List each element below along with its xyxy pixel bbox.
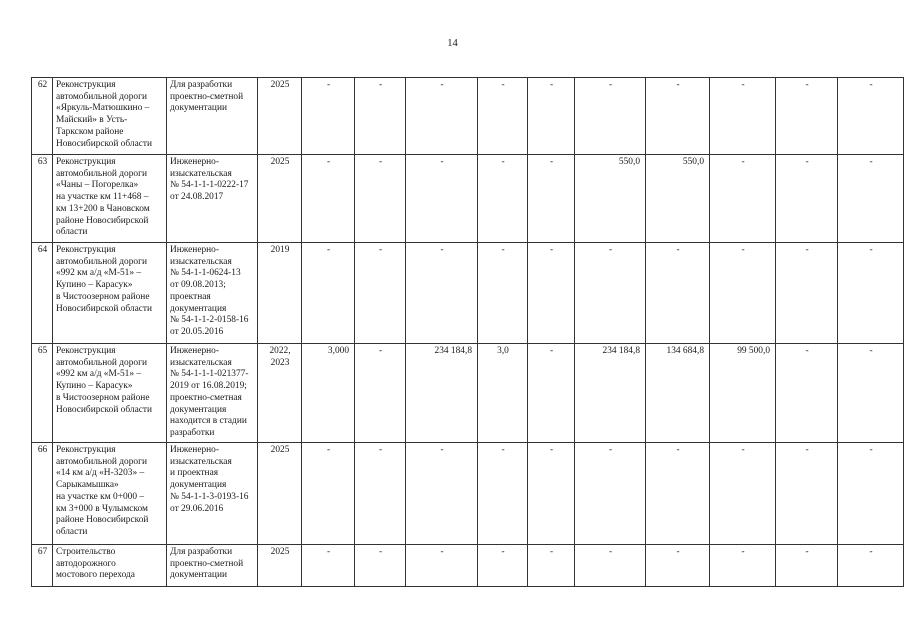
- value-cell: -: [575, 545, 646, 587]
- value-cell: -: [838, 155, 904, 243]
- value-cell: -: [355, 155, 406, 243]
- value-cell: -: [838, 344, 904, 443]
- value-cell: -: [710, 443, 776, 545]
- table-row: [32, 155, 904, 243]
- value-cell: 234 184,8: [575, 344, 646, 443]
- value-cell: 234 184,8: [406, 344, 478, 443]
- value-cell: -: [302, 443, 355, 545]
- value-cell: -: [355, 344, 406, 443]
- value-cell: -: [528, 545, 575, 587]
- value-cell: -: [646, 78, 710, 155]
- table-body: [32, 78, 904, 587]
- value-cell: 550,0: [646, 155, 710, 243]
- year-cell: 2025: [258, 155, 302, 243]
- row-number-cell: 63: [32, 155, 53, 243]
- value-cell: -: [478, 545, 528, 587]
- documentation-cell: Инженерно- изыскательская № 54-1-1-1-0222-17 от 24.08.2017: [167, 155, 258, 243]
- value-cell: -: [710, 155, 776, 243]
- documentation-cell: Инженерно- изыскательская № 54-1-1-0624-13 от 09.08.2013; проектная документация № 54-1-1-2-0158-16 от 20.05.2016: [167, 243, 258, 344]
- value-cell: -: [406, 545, 478, 587]
- value-cell: -: [838, 545, 904, 587]
- value-cell: -: [528, 155, 575, 243]
- value-cell: -: [575, 443, 646, 545]
- value-cell: -: [838, 78, 904, 155]
- object-name-cell: Реконструкция автомобильной дороги «14 км а/д «Н-3203» – Сарыкамышка» на участке км 0+000 – км 3+000 в Чулымском районе Новосибирской области: [53, 443, 167, 545]
- object-name-cell: Реконструкция автомобильной дороги «992 км а/д «М-51» – Купино – Карасук» в Чистоозерном районе Новосибирской области: [53, 243, 167, 344]
- value-cell: -: [528, 443, 575, 545]
- row-number-cell: 67: [32, 545, 53, 587]
- value-cell: -: [355, 78, 406, 155]
- value-cell: -: [406, 243, 478, 344]
- table-row: [32, 243, 904, 344]
- value-cell: -: [528, 243, 575, 344]
- value-cell: -: [355, 443, 406, 545]
- value-cell: -: [478, 243, 528, 344]
- value-cell: -: [838, 443, 904, 545]
- year-cell: 2025: [258, 443, 302, 545]
- object-name-cell: Реконструкция автомобильной дороги «992 км а/д «М-51» – Купино – Карасук» в Чистоозерном районе Новосибирской области: [53, 344, 167, 443]
- row-number-cell: 62: [32, 78, 53, 155]
- value-cell: -: [575, 243, 646, 344]
- table-row: [32, 443, 904, 545]
- value-cell: -: [646, 443, 710, 545]
- value-cell: -: [776, 243, 838, 344]
- value-cell: -: [355, 243, 406, 344]
- object-name-cell: Реконструкция автомобильной дороги «Чаны – Погорелка» на участке км 11+468 – км 13+200 в Чановском районе Новосибирской области: [53, 155, 167, 243]
- year-cell: 2019: [258, 243, 302, 344]
- value-cell: -: [838, 243, 904, 344]
- value-cell: -: [302, 155, 355, 243]
- value-cell: -: [710, 78, 776, 155]
- value-cell: -: [646, 545, 710, 587]
- row-number-cell: 66: [32, 443, 53, 545]
- value-cell: -: [776, 443, 838, 545]
- value-cell: -: [302, 545, 355, 587]
- documentation-cell: Инженерно- изыскательская № 54-1-1-1-021377- 2019 от 16.08.2019; проектно-сметная документация находится в стадии разработки: [167, 344, 258, 443]
- value-cell: -: [710, 545, 776, 587]
- value-cell: -: [302, 243, 355, 344]
- value-cell: -: [478, 78, 528, 155]
- value-cell: -: [528, 78, 575, 155]
- value-cell: 3,0: [478, 344, 528, 443]
- value-cell: 3,000: [302, 344, 355, 443]
- year-cell: 2025: [258, 78, 302, 155]
- documentation-cell: Для разработки проектно-сметной документации: [167, 545, 258, 587]
- row-number-cell: 65: [32, 344, 53, 443]
- value-cell: -: [406, 155, 478, 243]
- value-cell: 99 500,0: [710, 344, 776, 443]
- value-cell: -: [406, 443, 478, 545]
- year-cell: 2025: [258, 545, 302, 587]
- documentation-cell: Инженерно- изыскательская и проектная документация № 54-1-1-3-0193-16 от 29.06.2016: [167, 443, 258, 545]
- value-cell: -: [646, 243, 710, 344]
- value-cell: -: [355, 545, 406, 587]
- object-name-cell: Строительство автодорожного мостового перехода: [53, 545, 167, 587]
- row-number-cell: 64: [32, 243, 53, 344]
- value-cell: -: [528, 344, 575, 443]
- value-cell: -: [776, 78, 838, 155]
- value-cell: -: [710, 243, 776, 344]
- value-cell: 134 684,8: [646, 344, 710, 443]
- value-cell: -: [302, 78, 355, 155]
- value-cell: -: [478, 155, 528, 243]
- year-cell: 2022, 2023: [258, 344, 302, 443]
- documentation-cell: Для разработки проектно-сметной документации: [167, 78, 258, 155]
- value-cell: 550,0: [575, 155, 646, 243]
- table-row: [32, 344, 904, 443]
- objects-table: [31, 77, 904, 587]
- page-number: 14: [447, 38, 458, 49]
- value-cell: -: [776, 545, 838, 587]
- value-cell: -: [575, 78, 646, 155]
- value-cell: -: [776, 155, 838, 243]
- value-cell: -: [406, 78, 478, 155]
- table-row: [32, 545, 904, 587]
- object-name-cell: Реконструкция автомобильной дороги «Яркуль-Матюшкино – Майский» в Усть- Таркском районе Новосибирской области: [53, 78, 167, 155]
- value-cell: -: [776, 344, 838, 443]
- table-row: [32, 78, 904, 155]
- value-cell: -: [478, 443, 528, 545]
